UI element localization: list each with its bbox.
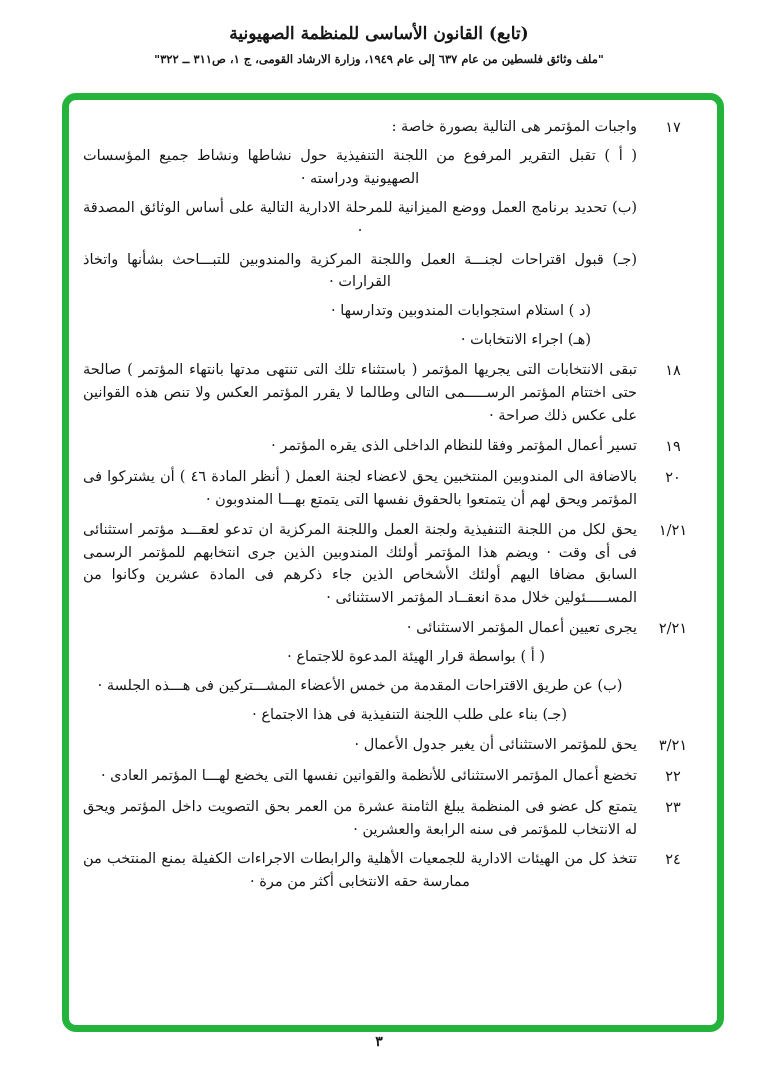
subitem-label: (جـ) <box>542 706 567 723</box>
subitem-label: (ب) <box>612 199 637 216</box>
subitem-text: تقبل التقرير المرفوع من اللجنة التنفيذية حول نشاطها ونشاط جميع المؤسسات الصهيونية ودراسته · <box>83 147 596 187</box>
article-number: ٣/٢١ <box>658 737 688 754</box>
subitem-text: قبول اقتراحات لجنـــة العمل واللجنة المركزية والمندوبين للتبـــاحث بشأنها واتخاذ القرارات · <box>83 251 604 291</box>
article-21-2 <box>83 617 709 727</box>
article-text: يحق للمؤتمر الاستثنائى أن يغير جدول الأعمال · <box>354 736 637 753</box>
article-number: ٢٤ <box>665 852 681 869</box>
page-title: (تابع) القانون الأساسى للمنظمة الصهيونية <box>229 24 529 44</box>
article-19 <box>83 435 709 459</box>
article-21-3 <box>83 734 709 758</box>
subitem-label: ( أ ) <box>604 147 638 164</box>
subitem-label: (جـ) <box>612 251 638 268</box>
subitem-21-2-b <box>83 675 637 698</box>
article-number: ٢٢ <box>665 768 681 785</box>
article-23 <box>83 796 709 842</box>
article-text: واجبات المؤتمر هى التالية بصورة خاصة : <box>391 119 637 135</box>
article-number: ٢٣ <box>665 799 681 816</box>
article-number: ٢٠ <box>665 469 681 486</box>
subitem-17-b <box>83 197 637 243</box>
subitem-text: تحديد برنامج العمل ووضع الميزانية للمرحلة الادارية التالية على أساس الوثائق المصدقة · <box>83 199 607 239</box>
subitem-label: (د ) <box>568 303 591 320</box>
article-number: ١/٢١ <box>658 522 688 539</box>
article-text: تسير أعمال المؤتمر وفقا للنظام الداخلى الذى يقره المؤتمر · <box>271 437 637 454</box>
article-number: ١٨ <box>665 363 681 380</box>
subitem-text: استلام استجوابات المندوبين وتدارسها · <box>331 303 564 320</box>
subitem-17-a <box>83 145 637 191</box>
subitem-21-2-a <box>83 646 637 669</box>
page-number: ٣ <box>375 1034 383 1050</box>
subitem-17-e <box>83 329 637 352</box>
subitem-text: بناء على طلب اللجنة التنفيذية فى هذا الاجتماع · <box>252 706 538 723</box>
subitem-label: (ب) <box>597 678 623 695</box>
article-text: بالاضافة الى المندوبين المنتخبين يحق لاعضاء لجنة العمل ( أنظر المادة ٤٦ ) أن يشتركوا فى المؤتمر ويحق لهم أن يتمتعوا بالحقوق نفسها التى يتمتع بهـــا المندوبون · <box>83 468 637 508</box>
article-text: يتمتع كل عضو فى المنظمة يبلغ الثامنة عشرة من العمر بحق التصويت داخل المؤتمر ويحق له الانتخاب للمؤتمر فى سنه الرابعة والعشرين · <box>83 798 637 838</box>
article-number: ١٧ <box>665 120 681 136</box>
articles-list <box>83 116 709 894</box>
subitem-17-c <box>83 249 637 295</box>
article-text: يحق لكل من اللجنة التنفيذية ولجنة العمل واللجنة المركزية ان تدعو لعقـــد مؤتمر استثنائى فى أى وقت · ويضم هذا المؤتمر أولئك المندوبين الذين جرى انتخابهم للمؤتمر الرسمى السابق مضافا اليهم أولئك الأشخاص الذين جاء ذكرهم فى المادة عشرين وكانوا من المســـــئولين خلال مدة انعقــاد المؤتمر الاستثنائى · <box>83 521 637 607</box>
subitem-text: بواسطة قرار الهيئة المدعوة للاجتماع · <box>287 649 516 666</box>
subitem-21-2-c <box>83 704 637 727</box>
article-24 <box>83 848 709 894</box>
article-number: ١٩ <box>665 438 681 455</box>
article-18 <box>83 359 709 428</box>
page-header <box>0 0 758 66</box>
article-22 <box>83 765 709 789</box>
article-text: تخضع أعمال المؤتمر الاستثنائى للأنظمة والقوانين نفسها التى يخضع لهـــا المؤتمر العادى · <box>100 767 637 784</box>
article-text: تتخذ كل من الهيئات الادارية للجمعيات الأهلية والرابطات الاجراءات الكفيلة بمنع المنتخب من ممارسة حقه الانتخابى أكثر من مرة · <box>83 851 637 891</box>
content-border-box <box>62 93 724 1032</box>
article-20 <box>83 466 709 512</box>
subitem-label: (هـ) <box>567 332 591 349</box>
article-21-1 <box>83 519 709 611</box>
subitem-17-d <box>83 300 637 323</box>
subitem-text: عن طريق الاقتراحات المقدمة من خمس الأعضاء المشـــتركين فى هـــذه الجلسة · <box>97 678 593 695</box>
article-text: يجرى تعيين أعمال المؤتمر الاستثنائى · <box>406 620 637 637</box>
article-text: تبقى الانتخابات التى يجريها المؤتمر ( باستثناء تلك التى تنتهى مدتها بانتهاء المؤتمر ) صالحة حتى اختتام المؤتمر الرســـــمى التالى وطالما لا يقرر المؤتمر العكس ولا تنص هذه القوانين على عكس ذلك صراحة · <box>83 362 637 424</box>
article-17 <box>83 116 709 352</box>
citation-line: "ملف وثائق فلسطين من عام ٦٣٧ إلى عام ١٩٤٩، وزارة الارشاد القومى، ج ١، ص٣١١ ــ ٣٢٢" <box>154 52 604 66</box>
article-number: ٢/٢١ <box>658 621 688 638</box>
subitem-label: ( أ ) <box>520 649 545 666</box>
subitem-text: اجراء الانتخابات · <box>460 332 564 349</box>
